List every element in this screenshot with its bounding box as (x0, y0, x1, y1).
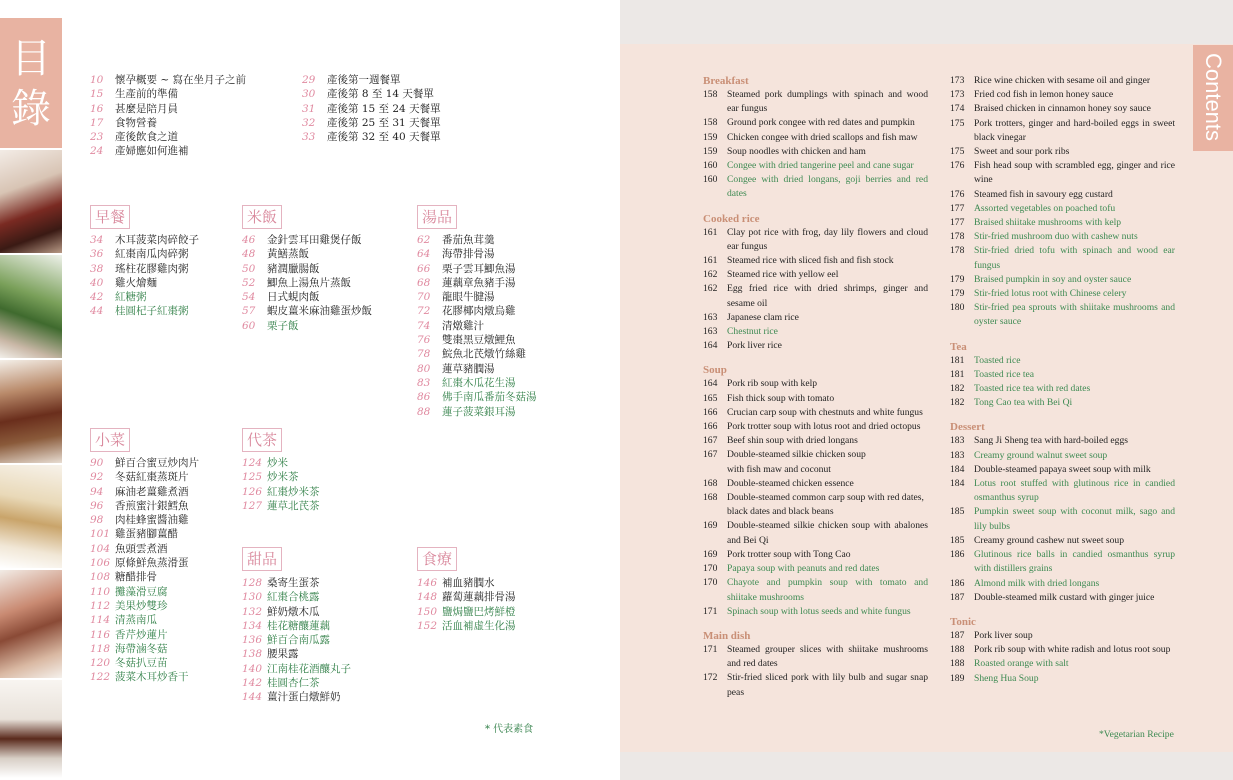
food-photo-4 (0, 465, 62, 570)
toc-row: 180 Stir-fried pea sprouts with shiitake mushrooms and oyster sauce (950, 302, 1175, 328)
vegetarian-note: *Vegetarian Recipe (1099, 729, 1174, 740)
right-page (620, 0, 1233, 780)
toc-row: black dates and black beans (727, 506, 834, 518)
toc-row: 34 木耳菠菜肉碎餃子 (90, 234, 199, 246)
toc-row: 171 Spinach soup with lotus seeds and white fungus (703, 605, 911, 617)
toc-row: 52 鯽魚上湯魚片蒸飯 (242, 276, 351, 289)
toc-row: 76 雙棗黑豆燉鯉魚 (417, 334, 516, 347)
toc-row: 46 金針雲耳田雞煲仔飯 (242, 234, 362, 246)
toc-row: 171 Steamed grouper slices with shiitake mushrooms and red dates (703, 643, 928, 670)
toc-row: 92 冬菇紅棗蒸斑片 (90, 471, 189, 484)
toc-row: 16 甚麼是陪月員 (90, 102, 178, 115)
toc-row: 177 Assorted vegetables on poached tofu (950, 202, 1116, 214)
toc-row: 172 Stir-fried sliced pork with lily bulb and sugar snap peas (703, 672, 928, 698)
toc-row: 168 Double-steamed common carp soup with red dates, (703, 492, 924, 504)
toc-row: 57 蝦皮薑米麻油雞蛋炒飯 (242, 305, 372, 318)
toc-row: 23 產後飲食之道 (90, 131, 178, 144)
toc-row: 146 補血豬膶水 (417, 577, 495, 589)
category-dessert-zh: 甜品 (242, 547, 282, 571)
toc-row: 183 Creamy ground walnut sweet soup (950, 449, 1108, 461)
toc-row: 33 產後第 32 至 40 天餐單 (302, 131, 441, 144)
toc-row: 120 冬菇扒豆苗 (90, 657, 168, 670)
food-photo-2 (0, 255, 62, 360)
intro-list-1 (90, 73, 246, 159)
toc-row: 98 肉桂蜂蜜醬油雞 (90, 514, 189, 527)
toc-row: 167 Double-steamed silkie chicken soup (703, 449, 866, 461)
category-tea: Tea (950, 340, 967, 353)
toc-row: 176 Steamed fish in savoury egg custard (950, 188, 1113, 200)
toc-row: 166 Pork trotter soup with lotus root and dried octopus (703, 421, 921, 433)
toc-row: 60 栗子飯 (242, 319, 299, 332)
toc-row: 158 Steamed pork dumplings with spinach and wood ear fungus (703, 89, 928, 115)
toc-row: 48 黃鱔蒸飯 (242, 248, 309, 261)
dishes-list-zh (90, 456, 199, 685)
food-photo-6 (0, 680, 62, 780)
toc-row: 108 糖醋排骨 (90, 571, 157, 584)
toc-row: 114 清蒸南瓜 (90, 614, 157, 627)
toc-row: 104 魚頭雲煮酒 (90, 542, 168, 555)
toc-row: 182 Toasted rice tea with red dates (950, 383, 1091, 395)
toc-row: 36 紅棗南瓜肉碎粥 (90, 248, 189, 261)
contents-tab (1193, 45, 1233, 151)
vegetarian-note-zh: * 代表素食 (485, 724, 534, 735)
toc-row: 178 Stir-fried dried tofu with spinach and wood ear fungus (950, 245, 1175, 271)
toc-row: 185 Pumpkin sweet soup with coconut milk, sago and lily bulbs (950, 506, 1175, 532)
toc-row: 163 Chestnut rice (703, 326, 778, 338)
toc-row: 136 鮮百合南瓜露 (242, 634, 330, 647)
toc-row: 83 紅棗木瓜花生湯 (417, 376, 516, 389)
toc-row: 32 產後第 25 至 31 天餐單 (302, 116, 441, 129)
toc-row: 164 Pork rib soup with kelp (703, 378, 818, 390)
toc-row: 166 Crucian carp soup with chestnuts and white fungus (703, 406, 923, 418)
toc-row: 50 豬潤臘腸飯 (242, 262, 320, 275)
toc-row: 142 桂圓杏仁茶 (242, 677, 320, 690)
toc-row: 161 Steamed rice with sliced fish and fish stock (703, 255, 894, 267)
toc-row: 128 桑寄生蛋茶 (242, 577, 320, 589)
category-tea-zh: 代茶 (242, 428, 282, 452)
toc-row: 64 海帶排骨湯 (417, 248, 495, 261)
toc-row: 40 雞火燴麵 (90, 276, 157, 289)
toc-row: 54 日式蜆肉飯 (242, 291, 320, 304)
category-dishes-zh: 小菜 (90, 428, 130, 452)
toc-row: 179 Stir-fried lotus root with Chinese celery (950, 288, 1127, 300)
category-breakfast: Breakfast (703, 75, 749, 87)
food-photo-5 (0, 570, 62, 680)
toc-row: 188 Roasted orange with salt (950, 658, 1069, 670)
dessert-list-zh (242, 576, 351, 705)
toc-row: 31 產後第 15 至 24 天餐單 (302, 102, 441, 115)
toc-row: 44 桂圓杞子紅棗粥 (90, 305, 189, 318)
toc-row: 134 桂花糖釀蓮藕 (242, 619, 330, 632)
toc-row: 78 鯇魚北芪燉竹絲雞 (417, 348, 526, 361)
toc-row: 184 Double-steamed papaya sweet soup with milk (950, 463, 1151, 475)
category-soup-zh: 湯品 (417, 205, 457, 229)
toc-row: 68 蓮藕章魚豬手湯 (417, 276, 516, 289)
breakfast-list-zh (90, 233, 199, 319)
toc-row: 161 Clay pot rice with frog, day lily flowers and cloud ear fungus (703, 226, 928, 252)
category-rice-zh: 米飯 (242, 205, 282, 229)
toc-row: 106 原條鮮魚蒸滑蛋 (90, 557, 189, 570)
toc-row: 187 Double-steamed milk custard with ginger juice (950, 591, 1155, 603)
toc-row: 184 Lotus root stuffed with glutinous rice in candied osmanthus syrup (950, 478, 1175, 504)
food-photo-3 (0, 360, 62, 465)
toc-row: 182 Tong Cao tea with Bei Qi (950, 397, 1073, 409)
toc-row: 144 薑汁蛋白燉鮮奶 (242, 691, 341, 704)
toc-row: 177 Braised shiitake mushrooms with kelp (950, 217, 1122, 229)
toc-row: 118 海帶滷冬菇 (90, 642, 168, 655)
toc-row: 74 清燉雞汁 (417, 319, 484, 332)
toc-row: 152 活血補虛生化湯 (417, 619, 516, 632)
toc-row: 188 Pork rib soup with white radish and lotus root soup (950, 644, 1171, 656)
toc-row: with fish maw and coconut (727, 463, 831, 475)
toc-row: 116 香芹炒蓮片 (90, 628, 168, 641)
toc-row: 176 Fish head soup with scrambled egg, ginger and rice wine (950, 160, 1175, 186)
toc-row: 173 Rice wine chicken with sesame oil and ginger (950, 75, 1151, 86)
toc-row: 94 麻油老薑雞煮酒 (90, 485, 189, 498)
toc-row: 159 Soup noodles with chicken and ham (703, 145, 866, 157)
toc-row: 125 炒米茶 (242, 471, 299, 484)
toc-row: 15 生產前的準備 (90, 88, 178, 101)
toc-row: 186 Almond milk with dried longans (950, 577, 1100, 589)
toc-row: 162 Egg fried rice with dried shrimps, ginger and sesame oil (703, 283, 928, 309)
rice-list-zh (242, 233, 372, 333)
tea-list-zh (242, 456, 320, 513)
category-dessert: Dessert (950, 421, 985, 434)
toc-row: 140 江南桂花酒釀丸子 (242, 662, 351, 675)
contents-tab-title: Contents (1201, 52, 1226, 142)
toc-row: 124 炒米 (242, 457, 288, 469)
toc-row: 174 Braised chicken in cinnamon honey soy sauce (950, 103, 1151, 115)
toc-row: 183 Sang Ji Sheng tea with hard-boiled eggs (950, 435, 1129, 447)
toc-row: 66 栗子雲耳鯽魚湯 (417, 262, 516, 275)
toc-row: 88 蓮子菠菜銀耳湯 (417, 405, 516, 418)
toc-row: 189 Sheng Hua Soup (950, 672, 1039, 684)
toc-row: 160 Congee with dried longans, goji berries and red dates (703, 174, 928, 200)
toc-row: 96 香煎蜜汁銀鱈魚 (90, 499, 189, 512)
toc-row: 187 Pork liver soup (950, 629, 1033, 641)
toc-row: 167 Beef shin soup with dried longans (703, 435, 858, 447)
toc-row: 185 Creamy ground cashew nut sweet soup (950, 534, 1125, 546)
toc-row: 122 菠菜木耳炒香干 (90, 671, 189, 684)
toc-row: 42 紅糖粥 (90, 291, 147, 304)
toc-row: 62 番茄魚茸羹 (417, 234, 495, 246)
toc-row: 165 Fish thick soup with tomato (703, 392, 835, 404)
toc-row: 169 Pork trotter soup with Tong Cao (703, 548, 851, 560)
toc-row: 29 產後第一週餐單 (302, 74, 401, 86)
toc-row: 164 Pork liver rice (703, 340, 782, 352)
toc-row: 175 Sweet and sour pork ribs (950, 146, 1070, 158)
toc-row: 132 鮮奶燉木瓜 (242, 605, 320, 618)
toc-row: 130 紅棗合桃露 (242, 591, 320, 604)
toc-row: 38 瑤柱花膠雞肉粥 (90, 262, 189, 275)
toc-row: 10 懷孕概要 ~ 寫在坐月子之前 (90, 74, 246, 86)
toc-row: 170 Chayote and pumpkin soup with tomato and shiitake mushrooms (703, 577, 928, 603)
page-title-zh: 目錄 (0, 18, 62, 148)
toc-row: 101 雞蛋豬腳薑醋 (90, 528, 178, 541)
toc-row: 181 Toasted rice tea (950, 368, 1035, 380)
toc-row: 179 Braised pumpkin in soy and oyster sauce (950, 273, 1132, 285)
category-tonic: Tonic (950, 615, 976, 628)
food-photo-1 (0, 150, 62, 255)
intro-list-2 (302, 73, 441, 144)
toc-row: 178 Stir-fried mushroom duo with cashew nuts (950, 231, 1138, 243)
category-tonic-zh: 食療 (417, 547, 457, 571)
toc-row: 169 Double-steamed silkie chicken soup with abalones and Bei Qi (703, 520, 928, 546)
toc-row: 30 產後第 8 至 14 天餐單 (302, 88, 434, 101)
toc-row: 181 Toasted rice (950, 354, 1021, 366)
toc-row: 17 食物營養 (90, 116, 157, 129)
toc-row: 112 美果炒雙珍 (90, 599, 168, 612)
toc-row: 150 鹽焗鹽巴烤鮮橙 (417, 605, 516, 618)
toc-row: 173 Fried cod fish in lemon honey sauce (950, 89, 1114, 101)
toc-row: 163 Japanese clam rice (703, 311, 799, 323)
toc-row: 175 Pork trotters, ginger and hard-boiled eggs in sweet black vinegar (950, 117, 1175, 143)
contents-column-1 (703, 74, 928, 700)
tonic-list-zh (417, 576, 516, 633)
toc-row: 159 Chicken congee with dried scallops and fish maw (703, 131, 918, 143)
soup-list-zh (417, 233, 537, 419)
toc-row: 90 鮮百合蜜豆炒肉片 (90, 457, 199, 469)
toc-row: 80 蓮草豬膶湯 (417, 362, 495, 375)
toc-row: 162 Steamed rice with yellow eel (703, 269, 839, 281)
toc-row: 148 蘿蔔蓮藕排骨湯 (417, 591, 516, 604)
toc-row: 168 Double-steamed chicken essence (703, 477, 854, 489)
contents-column-2 (950, 74, 1175, 686)
toc-row: 70 龍眼牛腱湯 (417, 291, 495, 304)
toc-row: 86 佛手南瓜番茄冬菇湯 (417, 391, 537, 404)
category-cooked-rice: Cooked rice (703, 212, 760, 225)
toc-row: 158 Ground pork congee with red dates and pumpkin (703, 117, 915, 129)
toc-row: 170 Papaya soup with peanuts and red dates (703, 563, 880, 575)
category-breakfast-zh: 早餐 (90, 205, 130, 229)
toc-row: 24 產婦應如何進補 (90, 145, 189, 158)
toc-row: 127 蓮草北芪茶 (242, 499, 320, 512)
toc-row: 186 Glutinous rice balls in candied osmanthus syrup with distillers grains (950, 549, 1175, 575)
toc-row: 126 紅棗炒米茶 (242, 485, 320, 498)
toc-row: 160 Congee with dried tangerine peel and cane sugar (703, 160, 914, 172)
category-soup: Soup (703, 364, 727, 377)
toc-row: 138 腰果露 (242, 648, 299, 661)
toc-row: 72 花膠椰肉燉烏雞 (417, 305, 516, 318)
category-main-dish: Main dish (703, 629, 751, 642)
toc-row: 110 攤藻滑豆腐 (90, 585, 168, 598)
